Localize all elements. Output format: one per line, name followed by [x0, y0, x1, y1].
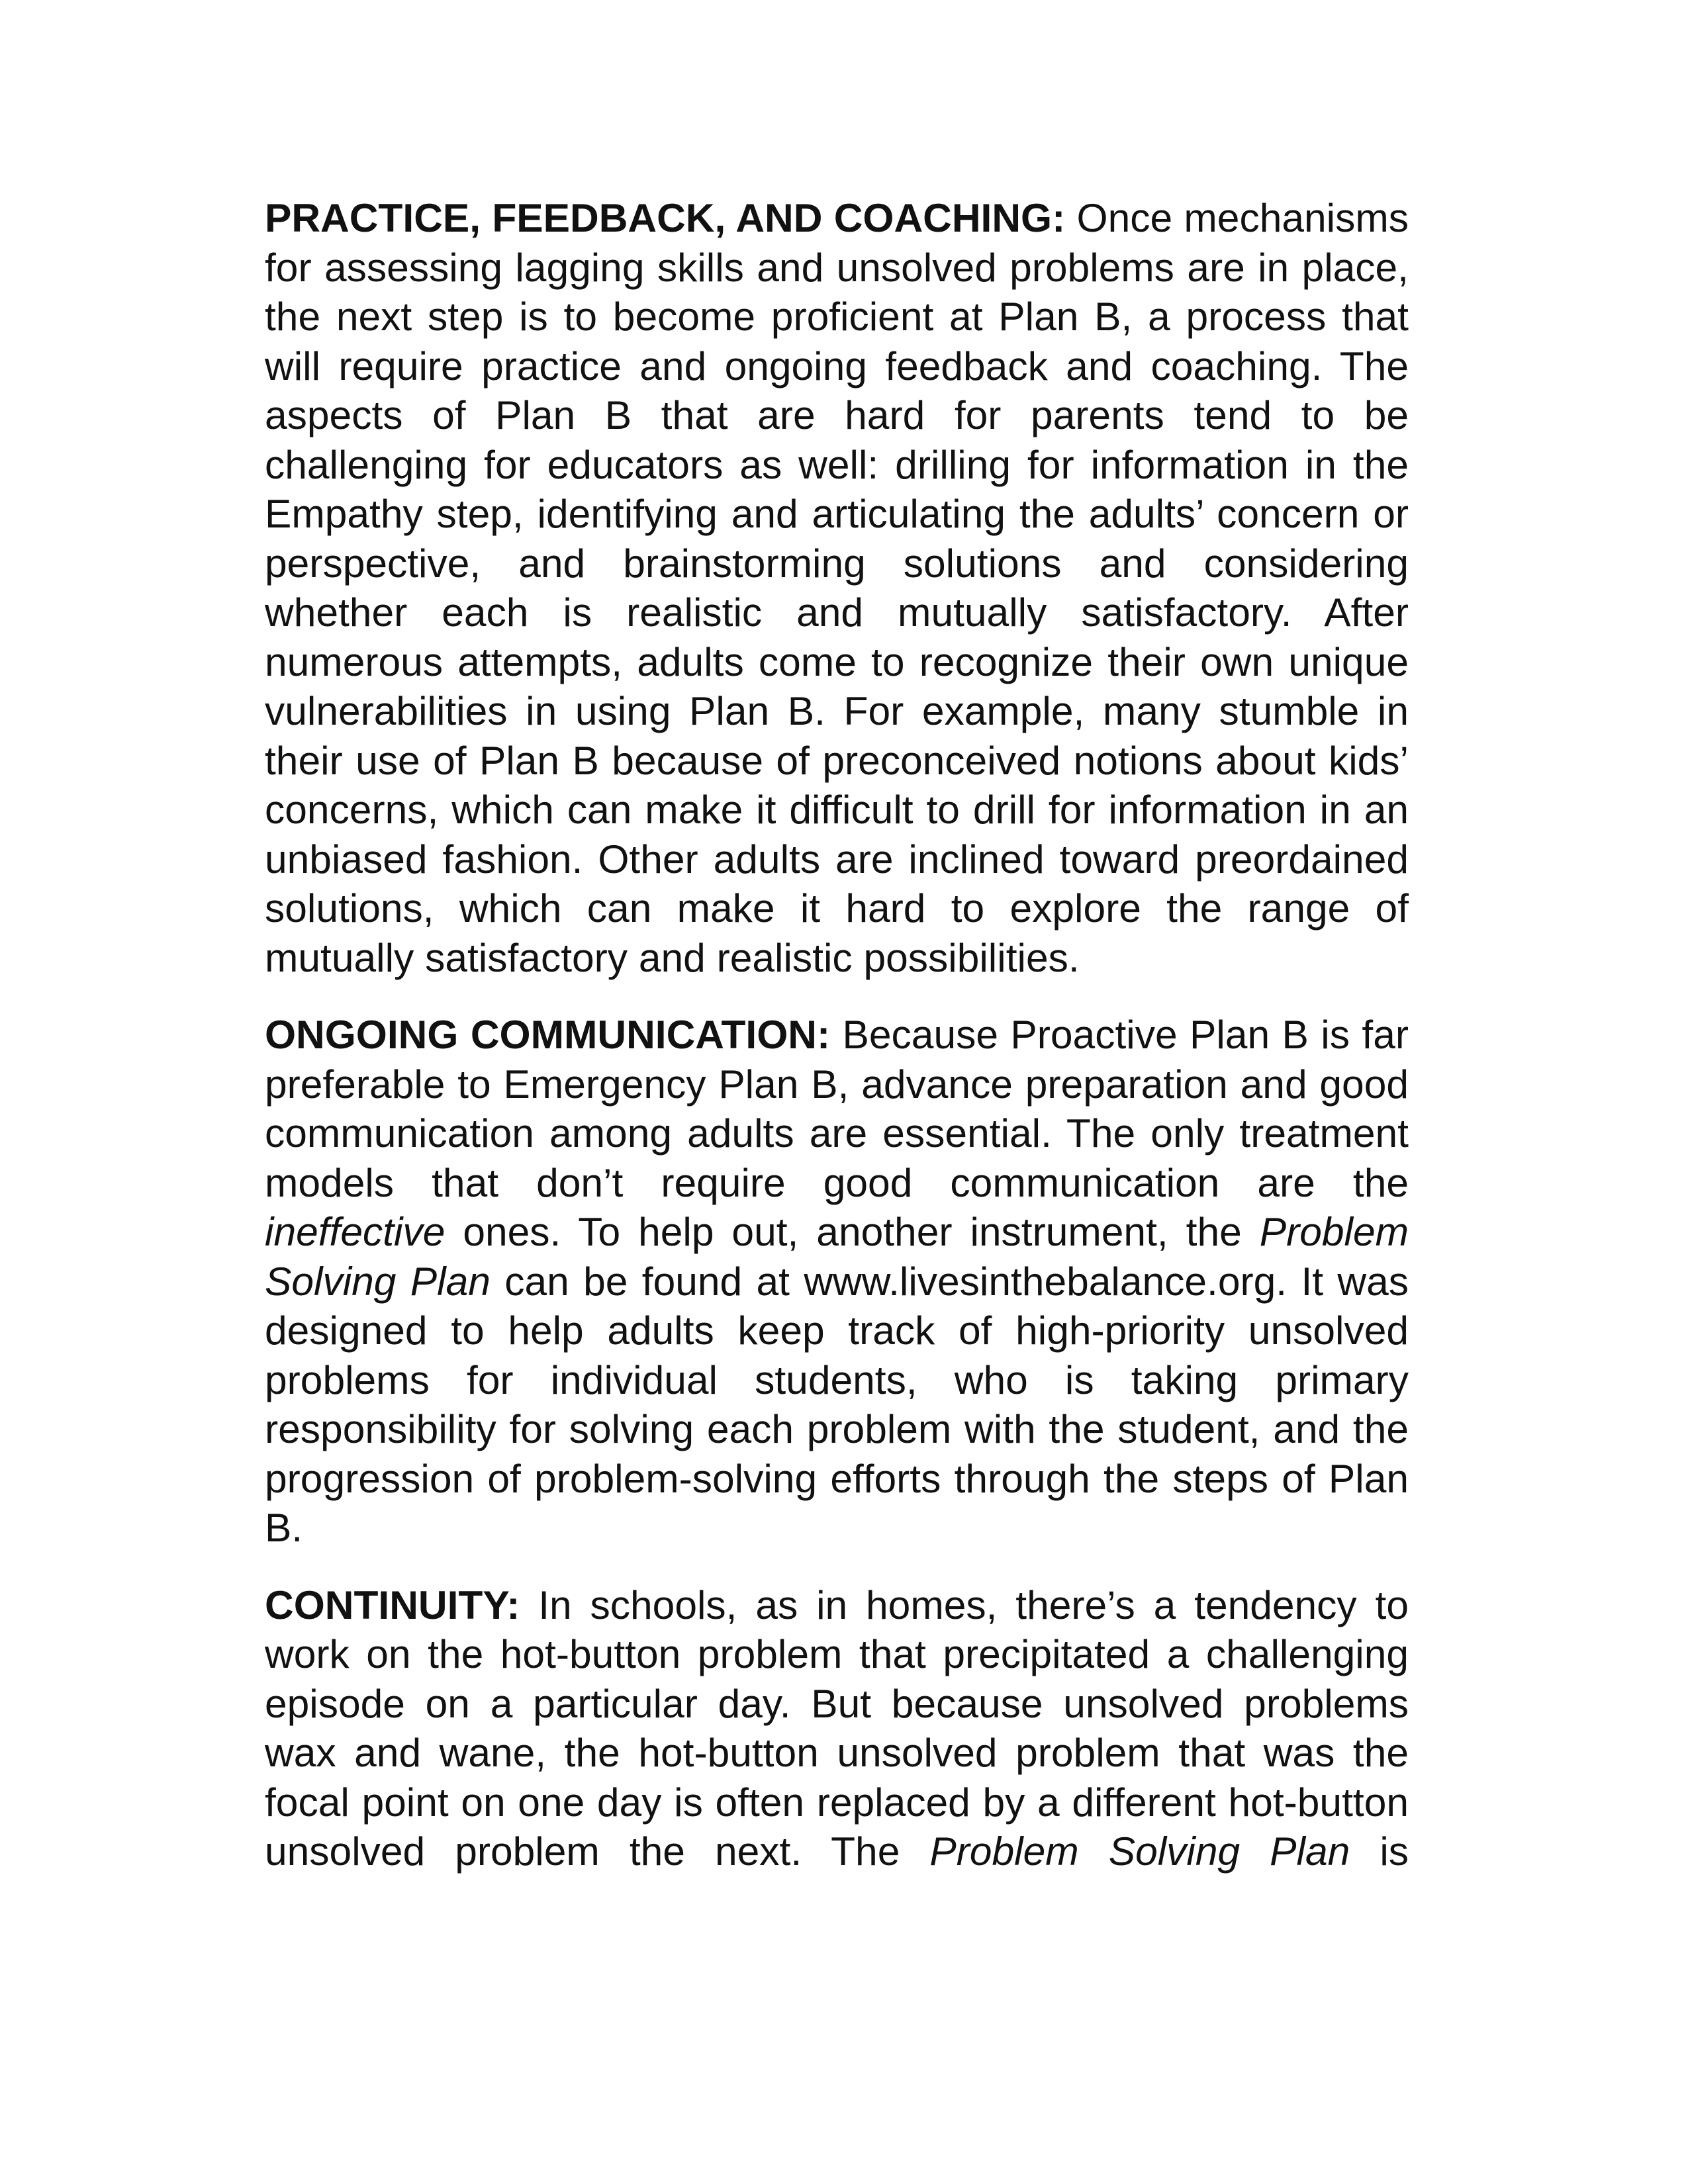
paragraph-body-text: ones. To help out, another instrument, the: [445, 1209, 1260, 1254]
section-heading-communication: ONGOING COMMUNICATION:: [265, 1012, 831, 1057]
paragraph-body-text: Because Proactive Plan B is far preferable to Emergency Plan B, advance preparation and good communication among adults are essential. The only treatment models that don’t require good communication are the: [265, 1012, 1409, 1205]
paragraph-body-text: Once mechanisms for assessing lagging skills and unsolved problems are in place, the next step is to become proficient at Plan B, a process that will require practice and ongoing feedback and coaching. The aspects of Plan B that are hard for parents tend to be challenging for educators as well: drilling for information in the Empathy step, identifying and articulating the adults’ concern or perspective, and brainstorming solutions and considering whether each is realistic and mutually satisfactory. After numerous attempts, adults come to recognize their own unique vulnerabilities in using Plan B. For example, many stumble in their use of Plan B because of preconceived notions about kids’ concerns, which can make it difficult to drill for information in an unbiased fashion. Other adults are inclined toward preordained solutions, which can make it hard to explore the range of mutually satisfactory and realistic possibilities.: [265, 195, 1409, 980]
italic-text: Problem Solving Plan: [265, 1209, 1409, 1304]
paragraph-body-text: can be found at www.livesinthebalance.org. It was designed to help adults keep track of high-priority unsolved problems for individual students, who is taking primary responsibility for solving each problem with the student, and the progression of problem-solving efforts through the steps of Plan B.: [265, 1258, 1409, 1550]
italic-text: ineffective: [265, 1209, 445, 1254]
paragraph-practice-feedback-coaching: [265, 193, 1409, 982]
paragraph-ongoing-communication: [265, 1010, 1409, 1553]
italic-text: Problem Solving Plan: [929, 1829, 1350, 1874]
section-heading-continuity: CONTINUITY:: [265, 1582, 520, 1627]
section-heading-practice: PRACTICE, FEEDBACK, AND COACHING:: [265, 195, 1066, 240]
document-page: [265, 193, 1409, 1904]
paragraph-body-text: In schools, as in homes, there’s a tendency to work on the hot-button problem that precipitated a challenging episode on a particular day. But because unsolved problems wax and wane, the hot-button unsolved problem that was the focal point on one day is often replaced by a different hot-button unsolved problem the next. The: [265, 1582, 1409, 1874]
paragraph-body-text: is: [1350, 1829, 1409, 1874]
paragraph-continuity: [265, 1580, 1409, 1876]
